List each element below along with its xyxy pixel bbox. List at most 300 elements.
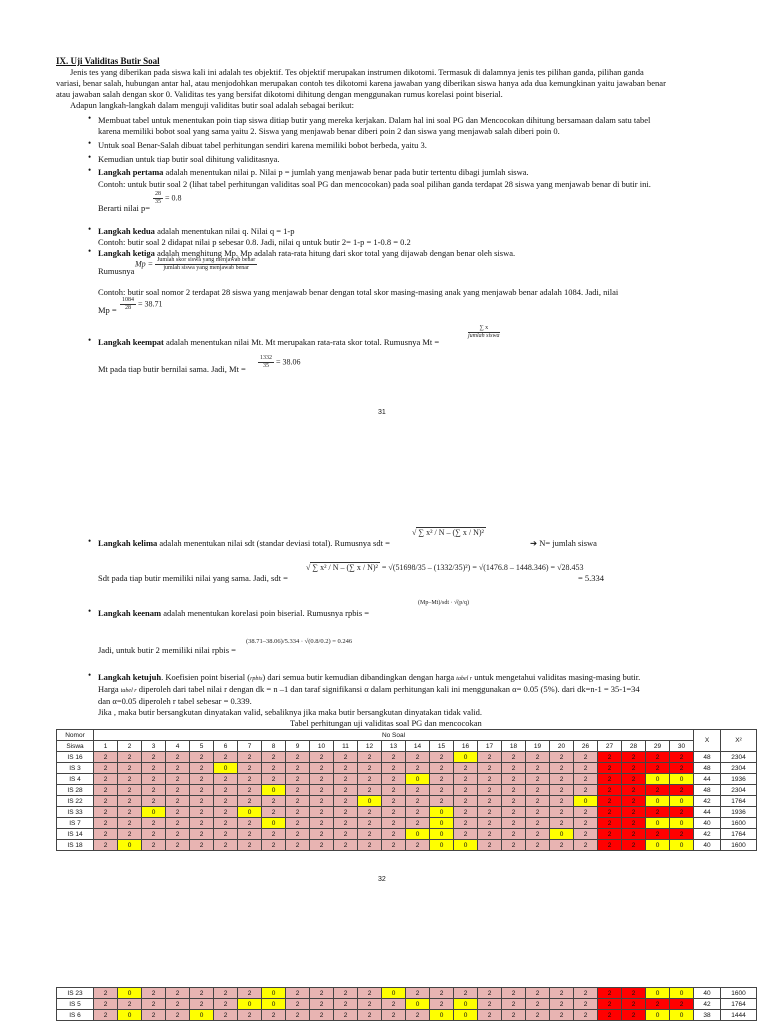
column-header: 27 <box>598 741 622 752</box>
score-cell: 0 <box>406 829 430 840</box>
score-cell: 0 <box>454 999 478 1010</box>
bullet-3: Kemudian untuk tiap butir soal dihitung validitasnya. <box>98 154 280 164</box>
total-x2: 2304 <box>721 785 757 796</box>
score-cell: 2 <box>454 763 478 774</box>
sdt-calc-expression: ∑ x² / N – (∑ x / N)² <box>312 563 378 572</box>
p-numerator: 28 <box>155 191 161 197</box>
score-cell: 2 <box>262 774 286 785</box>
score-cell: 2 <box>358 829 382 840</box>
score-cell: 2 <box>334 807 358 818</box>
column-header: 8 <box>262 741 286 752</box>
score-cell: 2 <box>142 840 166 851</box>
step-1 <box>98 167 529 177</box>
score-cell: 0 <box>238 807 262 818</box>
score-cell: 2 <box>334 818 358 829</box>
score-cell: 0 <box>118 988 142 999</box>
score-cell: 2 <box>598 999 622 1010</box>
score-cell: 2 <box>334 752 358 763</box>
column-header: 19 <box>526 741 550 752</box>
score-cell: 2 <box>214 785 238 796</box>
student-id: IS 5 <box>57 999 94 1010</box>
score-cell: 2 <box>382 785 406 796</box>
score-cell: 2 <box>358 807 382 818</box>
score-cell: 0 <box>670 796 694 807</box>
score-cell: 2 <box>262 840 286 851</box>
score-cell: 0 <box>646 818 670 829</box>
score-cell: 2 <box>142 774 166 785</box>
total-x2: 1936 <box>721 807 757 818</box>
score-cell: 0 <box>646 796 670 807</box>
score-cell: 2 <box>286 840 310 851</box>
score-cell: 2 <box>526 999 550 1010</box>
score-cell: 0 <box>358 796 382 807</box>
score-cell: 2 <box>238 818 262 829</box>
score-cell: 2 <box>358 818 382 829</box>
sdt-expression: ∑ x² / N – (∑ x / N)² <box>418 528 484 537</box>
total-x: 40 <box>694 818 721 829</box>
score-cell: 0 <box>430 840 454 851</box>
score-cell: 2 <box>334 774 358 785</box>
student-id: IS 7 <box>57 818 94 829</box>
score-cell: 2 <box>622 807 646 818</box>
score-cell: 2 <box>286 752 310 763</box>
score-cell: 2 <box>550 988 574 999</box>
score-cell: 2 <box>430 999 454 1010</box>
total-x: 44 <box>694 774 721 785</box>
score-cell: 2 <box>406 752 430 763</box>
total-x2: 2304 <box>721 752 757 763</box>
student-id: IS 23 <box>57 988 94 999</box>
score-cell: 2 <box>598 807 622 818</box>
score-cell: 2 <box>166 988 190 999</box>
step-3-rumus: Rumusnya <box>98 266 135 276</box>
score-cell: 2 <box>214 796 238 807</box>
total-x2: 1764 <box>721 796 757 807</box>
score-cell: 2 <box>430 752 454 763</box>
student-id: IS 14 <box>57 829 94 840</box>
score-cell: 0 <box>262 988 286 999</box>
header-nomor: Nomor <box>57 730 94 741</box>
score-cell: 2 <box>262 1010 286 1021</box>
step-6-text: adalah menentukan korelasi poin biserial. Rumusnya rpbis = <box>161 608 370 618</box>
rtabel-symbol: tabel r <box>120 688 137 694</box>
score-cell: 2 <box>190 988 214 999</box>
score-cell: 2 <box>574 818 598 829</box>
table-caption: Tabel perhitungan uji validitas soal PG dan mencocokan <box>290 718 482 728</box>
score-cell: 2 <box>622 785 646 796</box>
step-4 <box>98 337 439 347</box>
total-x: 40 <box>694 840 721 851</box>
score-cell: 2 <box>142 988 166 999</box>
score-cell: 2 <box>262 763 286 774</box>
score-cell: 2 <box>430 988 454 999</box>
step-7-harga: Harga <box>98 684 119 694</box>
score-cell: 2 <box>646 785 670 796</box>
total-x: 38 <box>694 1010 721 1021</box>
score-cell: 2 <box>526 829 550 840</box>
rpbis-symbol: rpbis <box>250 676 263 682</box>
bullet-dot: • <box>88 113 92 123</box>
score-cell: 2 <box>382 840 406 851</box>
mt-value-formula <box>258 355 301 370</box>
step-7-line-2 <box>98 684 640 696</box>
score-cell: 2 <box>166 818 190 829</box>
intro-line-3: atau jawaban salah dengan skor 0. Validitas tes yang bersifat dikotomi dihitung dengan menggunakan rumus korelasi point biserial. <box>56 89 503 99</box>
score-cell: 2 <box>310 807 334 818</box>
score-cell: 2 <box>502 840 526 851</box>
score-cell: 2 <box>502 807 526 818</box>
score-cell: 2 <box>118 999 142 1010</box>
score-cell: 2 <box>526 796 550 807</box>
score-cell: 2 <box>94 1010 118 1021</box>
table-row <box>57 829 757 840</box>
score-cell: 2 <box>454 785 478 796</box>
mp-denominator: jumlah siswa yang menjawab benar <box>163 265 249 271</box>
sdt-result: = 5.334 <box>578 573 605 583</box>
score-cell: 2 <box>118 807 142 818</box>
column-header: 30 <box>670 741 694 752</box>
score-cell: 2 <box>478 1010 502 1021</box>
score-cell: 2 <box>166 763 190 774</box>
score-cell: 0 <box>118 840 142 851</box>
score-cell: 2 <box>526 807 550 818</box>
step-1-result: Berarti nilai p= <box>98 203 151 213</box>
score-cell: 2 <box>454 829 478 840</box>
score-cell: 2 <box>550 774 574 785</box>
score-cell: 2 <box>166 829 190 840</box>
score-cell: 2 <box>574 807 598 818</box>
score-cell: 2 <box>502 796 526 807</box>
score-cell: 2 <box>310 763 334 774</box>
score-cell: 0 <box>454 840 478 851</box>
score-cell: 2 <box>622 774 646 785</box>
step-5-text: adalah menentukan nilai sdt (standar deviasi total). Rumusnya sdt = <box>157 538 390 548</box>
score-cell: 2 <box>598 796 622 807</box>
intro-line-2: variasi, benar salah, hubungan antar hal, atau menjodohkan merupakan contoh tes dikotomi karena jawaban yang diberikan siswa hanya ada dua kemungkinan yaitu jawaban benar <box>56 78 666 88</box>
score-cell: 2 <box>382 796 406 807</box>
score-cell: 2 <box>454 988 478 999</box>
score-cell: 2 <box>550 785 574 796</box>
mp-formula <box>135 257 257 272</box>
column-header: 6 <box>214 741 238 752</box>
score-cell: 2 <box>166 752 190 763</box>
score-cell: 2 <box>142 796 166 807</box>
score-cell: 0 <box>382 988 406 999</box>
score-cell: 2 <box>94 818 118 829</box>
score-cell: 2 <box>478 818 502 829</box>
score-cell: 2 <box>502 829 526 840</box>
score-cell: 2 <box>358 763 382 774</box>
mt-formula <box>468 325 500 340</box>
score-cell: 2 <box>502 999 526 1010</box>
score-cell: 2 <box>478 796 502 807</box>
score-cell: 2 <box>358 774 382 785</box>
score-cell: 2 <box>310 752 334 763</box>
student-id: IS 6 <box>57 1010 94 1021</box>
score-cell: 0 <box>646 1010 670 1021</box>
mp-lhs: Mp = <box>135 259 154 269</box>
score-cell: 2 <box>214 774 238 785</box>
score-cell: 0 <box>430 818 454 829</box>
score-cell: 2 <box>526 752 550 763</box>
score-cell: 2 <box>670 763 694 774</box>
score-cell: 2 <box>262 807 286 818</box>
step-2-text: adalah menentukan nilai q. Nilai q = 1-p <box>154 226 295 236</box>
score-cell: 2 <box>382 752 406 763</box>
score-cell: 2 <box>622 752 646 763</box>
score-cell: 2 <box>574 829 598 840</box>
column-header: 9 <box>286 741 310 752</box>
column-header: 10 <box>310 741 334 752</box>
column-header: 28 <box>622 741 646 752</box>
score-cell: 2 <box>478 988 502 999</box>
column-header: 20 <box>550 741 574 752</box>
step-4-label: Langkah keempat <box>98 337 164 347</box>
step-6-label: Langkah keenam <box>98 608 162 618</box>
score-cell: 2 <box>670 752 694 763</box>
score-cell: 2 <box>598 752 622 763</box>
score-cell: 2 <box>574 1010 598 1021</box>
step-7 <box>98 672 640 684</box>
score-cell: 2 <box>478 807 502 818</box>
score-cell: 2 <box>190 999 214 1010</box>
score-cell: 2 <box>670 785 694 796</box>
score-cell: 2 <box>214 752 238 763</box>
score-cell: 2 <box>406 840 430 851</box>
score-cell: 2 <box>526 774 550 785</box>
header-x2: X² <box>721 730 757 752</box>
score-cell: 2 <box>334 1010 358 1021</box>
score-cell: 2 <box>550 818 574 829</box>
score-cell: 2 <box>238 752 262 763</box>
score-cell: 2 <box>214 818 238 829</box>
score-cell: 2 <box>286 785 310 796</box>
score-cell: 2 <box>142 999 166 1010</box>
table-row <box>57 840 757 851</box>
score-cell: 2 <box>238 840 262 851</box>
score-cell: 2 <box>382 774 406 785</box>
mt-numerator: ∑ x <box>468 325 500 333</box>
score-cell: 2 <box>550 796 574 807</box>
score-cell: 2 <box>334 988 358 999</box>
score-cell: 2 <box>142 1010 166 1021</box>
score-cell: 2 <box>94 796 118 807</box>
header-row <box>57 730 757 741</box>
score-cell: 2 <box>382 1010 406 1021</box>
total-x2: 2304 <box>721 763 757 774</box>
score-cell: 0 <box>262 785 286 796</box>
score-cell: 0 <box>454 1010 478 1021</box>
rpbis-calc: (38.71–38.06)/5.334 · √(0.8/0.2) = 0.246 <box>246 638 353 645</box>
score-cell: 2 <box>526 785 550 796</box>
score-cell: 2 <box>670 829 694 840</box>
column-header: 7 <box>238 741 262 752</box>
student-id: IS 33 <box>57 807 94 818</box>
score-cell: 2 <box>190 818 214 829</box>
score-cell: 2 <box>382 763 406 774</box>
score-cell: 2 <box>598 840 622 851</box>
score-cell: 0 <box>430 829 454 840</box>
score-cell: 2 <box>646 763 670 774</box>
score-cell: 0 <box>430 807 454 818</box>
student-id: IS 3 <box>57 763 94 774</box>
score-cell: 2 <box>310 1010 334 1021</box>
student-id: IS 18 <box>57 840 94 851</box>
step-3-example: Contoh: butir soal nomor 2 terdapat 28 siswa yang menjawab benar dengan total skor masing-masing anak yang menjawab benar adalah 1084. Jadi, nilai <box>98 287 619 297</box>
score-cell: 2 <box>406 988 430 999</box>
score-cell: 2 <box>286 807 310 818</box>
score-cell: 2 <box>550 840 574 851</box>
column-header: 5 <box>190 741 214 752</box>
score-cell: 2 <box>478 774 502 785</box>
score-cell: 2 <box>238 785 262 796</box>
rtabel-symbol: tabel r <box>456 676 473 682</box>
score-cell: 2 <box>526 988 550 999</box>
header-no-soal: No Soal <box>94 730 694 741</box>
table-row <box>57 785 757 796</box>
score-cell: 2 <box>286 829 310 840</box>
score-cell: 2 <box>646 829 670 840</box>
score-cell: 0 <box>646 840 670 851</box>
total-x2: 1600 <box>721 840 757 851</box>
score-cell: 2 <box>190 807 214 818</box>
score-cell: 2 <box>334 840 358 851</box>
score-cell: 2 <box>166 1010 190 1021</box>
score-cell: 2 <box>478 752 502 763</box>
score-cell: 2 <box>622 1010 646 1021</box>
score-cell: 0 <box>190 1010 214 1021</box>
score-cell: 2 <box>574 763 598 774</box>
step-1-example: Contoh: untuk butir soal 2 (lihat tabel perhitungan validitas soal PG dan mencocokan) pada soal pilihan ganda terdapat 28 siswa yang menjawab benar di butir ini. <box>98 179 651 189</box>
score-cell: 2 <box>574 840 598 851</box>
score-cell: 0 <box>550 829 574 840</box>
step-4-result: Mt pada tiap butir bernilai sama. Jadi, Mt = <box>98 364 246 374</box>
sdt-calc-steps: = √(51698/35 – (1332/35)²) = √(1476.8 – 1448.346) = √28.453 <box>381 563 584 572</box>
score-cell: 2 <box>238 829 262 840</box>
score-cell: 2 <box>382 818 406 829</box>
score-cell: 2 <box>382 807 406 818</box>
score-cell: 0 <box>574 796 598 807</box>
score-cell: 2 <box>94 785 118 796</box>
score-cell: 2 <box>94 752 118 763</box>
score-cell: 2 <box>94 829 118 840</box>
rpbis-formula: (Mp–Mt)/sdt · √(p/q) <box>418 600 469 606</box>
intro-line-1: Jenis tes yang diberikan pada siswa kali ini adalah tes objektif. Tes objektif merupakan instrumen dikotomi. Termasuk di dalamnya jenis tes pilihan ganda, pilihan ganda <box>70 67 644 77</box>
score-cell: 2 <box>454 774 478 785</box>
score-cell: 2 <box>166 840 190 851</box>
bullet-2: Untuk soal Benar-Salah dibuat tabel perhitungan sendiri karena memiliki bobot berbeda, yaitu 3. <box>98 140 427 150</box>
score-cell: 2 <box>478 840 502 851</box>
column-header: 12 <box>358 741 382 752</box>
bullet-1: Membuat tabel untuk menentukan poin tiap siswa ditiap butir yang mereka kerjakan. Dalam hal ini soal PG dan Mencocokan dihitung bersamaan dalam satu tabel <box>98 115 651 125</box>
score-cell: 2 <box>286 1010 310 1021</box>
score-cell: 2 <box>310 796 334 807</box>
score-cell: 2 <box>286 796 310 807</box>
step-1-label: Langkah pertama <box>98 167 164 177</box>
score-cell: 2 <box>478 785 502 796</box>
score-cell: 2 <box>502 774 526 785</box>
score-cell: 0 <box>670 840 694 851</box>
score-cell: 2 <box>598 829 622 840</box>
mt-value-denominator: 35 <box>263 363 269 369</box>
score-cell: 0 <box>454 752 478 763</box>
score-cell: 2 <box>502 1010 526 1021</box>
score-cell: 2 <box>574 988 598 999</box>
score-cell: 2 <box>454 807 478 818</box>
step-2-label: Langkah kedua <box>98 226 155 236</box>
table-row <box>57 752 757 763</box>
column-header: 2 <box>118 741 142 752</box>
step-7-line-2-text: diperoleh dari tabel nilai r dengan dk = n –1 dan taraf signifikansi α dalam perhitungan kali ini menggunakan α= 0.05 (5%). dari dk=n-1 = 35-1=34 <box>138 684 640 694</box>
score-cell: 2 <box>142 752 166 763</box>
sdt-formula: √ ∑ x² / N – (∑ x / N)² <box>412 528 484 537</box>
step-1-text: adalah menentukan nilai p. Nilai p = jumlah yang menjawab benar pada butir tertentu dibagi jumlah siswa. <box>163 167 529 177</box>
score-cell: 2 <box>286 818 310 829</box>
score-cell: 2 <box>94 774 118 785</box>
score-cell: 2 <box>190 829 214 840</box>
total-x: 42 <box>694 999 721 1010</box>
step-7-text-c: untuk mengetahui validitas masing-masing butir. <box>474 672 641 682</box>
score-cell: 2 <box>166 999 190 1010</box>
score-cell: 0 <box>262 999 286 1010</box>
score-cell: 2 <box>622 818 646 829</box>
step-5 <box>98 538 390 548</box>
score-cell: 0 <box>646 774 670 785</box>
table-row <box>57 774 757 785</box>
score-cell: 2 <box>646 999 670 1010</box>
score-cell: 2 <box>214 999 238 1010</box>
score-cell: 2 <box>94 763 118 774</box>
score-cell: 2 <box>238 774 262 785</box>
score-cell: 2 <box>502 988 526 999</box>
score-cell: 2 <box>310 840 334 851</box>
score-cell: 2 <box>310 988 334 999</box>
bullet-dot: • <box>88 536 92 546</box>
column-header: 4 <box>166 741 190 752</box>
score-cell: 0 <box>670 818 694 829</box>
score-cell: 2 <box>454 818 478 829</box>
score-cell: 2 <box>310 829 334 840</box>
table-row <box>57 807 757 818</box>
total-x: 40 <box>694 988 721 999</box>
mp-value-result: = 38.71 <box>138 299 163 309</box>
step-5-n: ➔ N= jumlah siswa <box>530 538 597 548</box>
student-id: IS 28 <box>57 785 94 796</box>
score-cell: 2 <box>358 840 382 851</box>
score-cell: 2 <box>190 774 214 785</box>
score-cell: 2 <box>358 999 382 1010</box>
mt-value-result: = 38.06 <box>276 357 301 367</box>
total-x: 48 <box>694 785 721 796</box>
score-cell: 2 <box>310 785 334 796</box>
page-number: 31 <box>378 409 386 416</box>
student-id: IS 4 <box>57 774 94 785</box>
score-cell: 2 <box>598 818 622 829</box>
score-cell: 2 <box>358 752 382 763</box>
table-row <box>57 796 757 807</box>
score-cell: 2 <box>622 829 646 840</box>
score-cell: 0 <box>238 999 262 1010</box>
table-row <box>57 818 757 829</box>
score-cell: 2 <box>262 752 286 763</box>
score-cell: 2 <box>550 752 574 763</box>
score-cell: 2 <box>310 818 334 829</box>
score-cell: 2 <box>358 1010 382 1021</box>
score-cell: 2 <box>334 763 358 774</box>
step-3-text: adalah menghitung Mp. Mp adalah rata-rata hitung dari skor total yang dijawab dengan benar oleh siswa. <box>154 248 516 258</box>
bullet-dot: • <box>88 606 92 616</box>
score-cell: 2 <box>214 840 238 851</box>
